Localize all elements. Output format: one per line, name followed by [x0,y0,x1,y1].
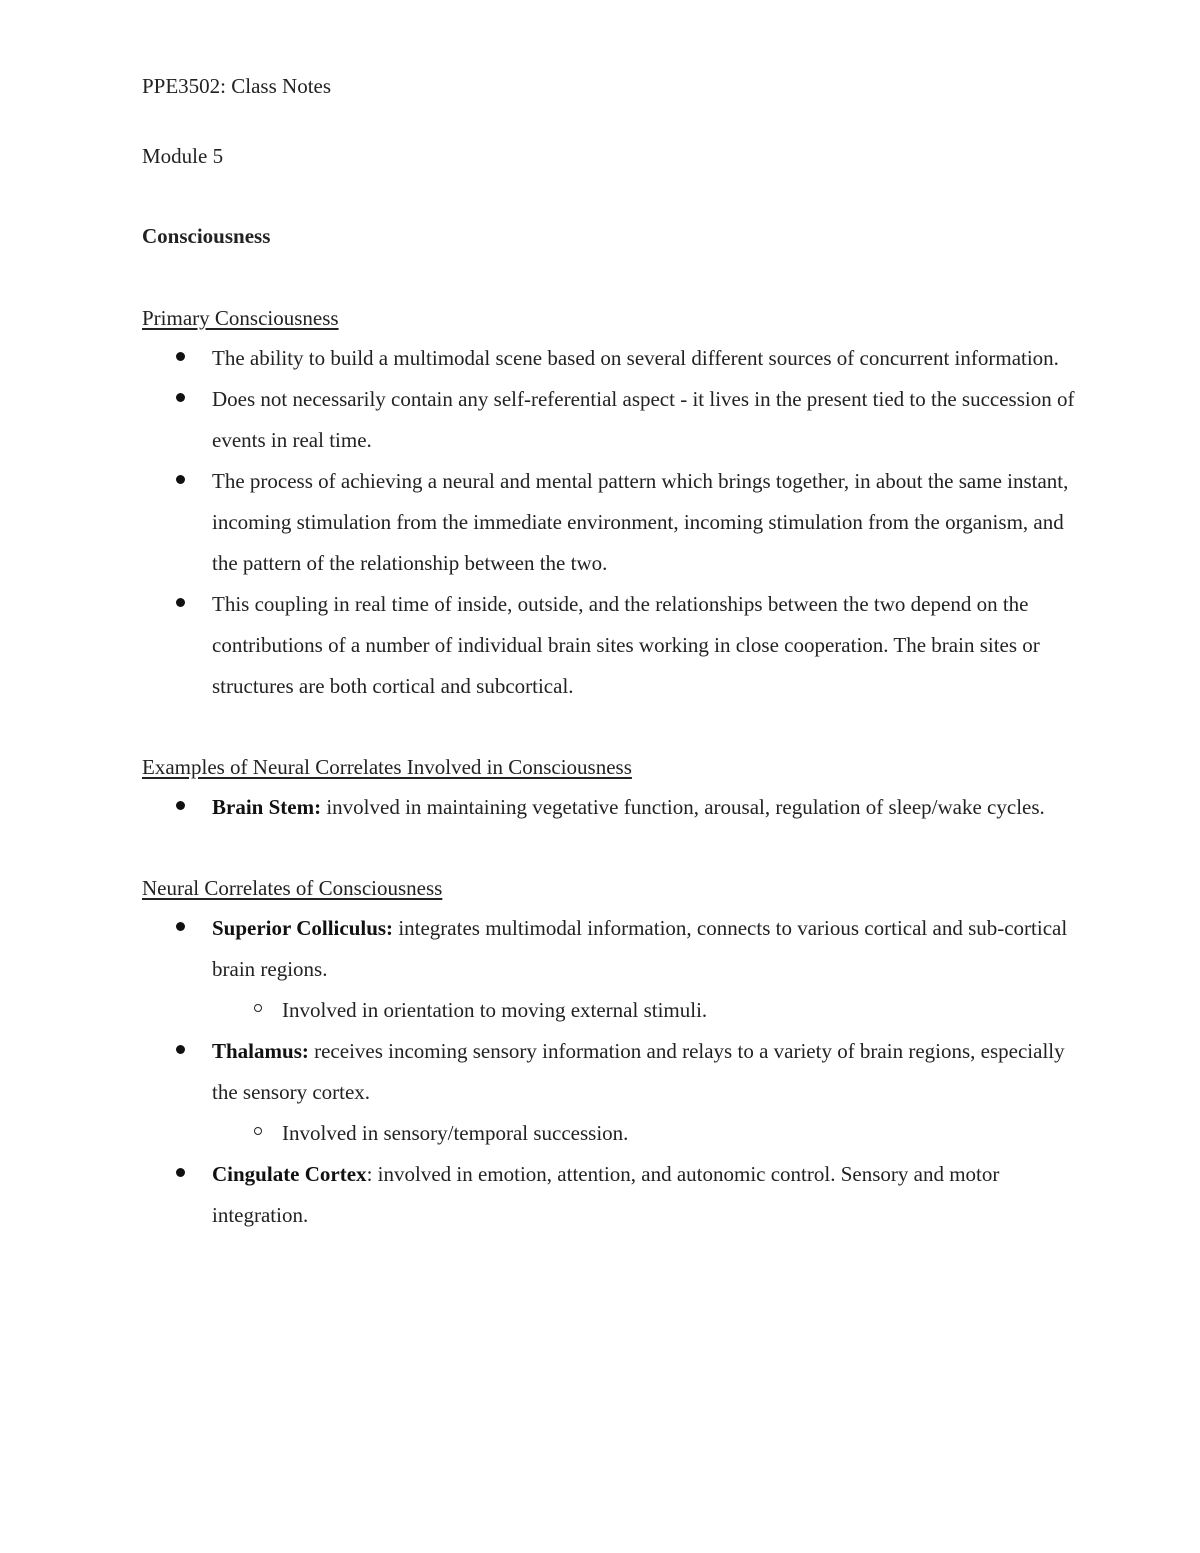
bullet-icon [176,598,185,607]
list-item-text: involved in maintaining vegetative function, arousal, regulation of sleep/wake cycles. [321,795,1045,819]
sub-list-item [142,990,1082,1031]
bullet-icon [176,352,185,361]
list-item-text: This coupling in real time of inside, outside, and the relationships between the two depend on the contributions of a number of individual brain sites working in close cooperation. The brain sites or structures are both cortical and subcortical. [212,592,1040,698]
section-heading-neural-correlates: Neural Correlates of Consciousness [142,876,443,900]
list-item-text: receives incoming sensory information and relays to a variety of brain regions, especially the sensory cortex. [212,1039,1065,1104]
list-item [142,787,1082,828]
section-spacer [142,828,1082,868]
sub-list-item-text: Involved in orientation to moving external stimuli. [282,998,708,1022]
list-item [142,461,1082,584]
sub-list [142,1113,1082,1154]
bullet-list-neural-correlates [142,908,1082,1236]
hollow-bullet-icon [254,1127,262,1135]
bullet-list-primary-consciousness [142,338,1082,707]
list-item-text: The ability to build a multimodal scene based on several different sources of concurrent information. [212,346,1059,370]
list-item [142,584,1082,707]
sub-list-container [142,1113,1082,1154]
document-header: PPE3502: Class Notes [142,74,332,98]
sub-list-item-text: Involved in sensory/temporal succession. [282,1121,629,1145]
section-heading-examples-neural-correlates: Examples of Neural Correlates Involved in Consciousness [142,755,632,779]
list-item [142,1154,1082,1236]
document-page [142,66,1082,1236]
sub-list-item [142,1113,1082,1154]
list-item-text: : involved in emotion, attention, and autonomic control. Sensory and motor integration. [212,1162,1000,1227]
bullet-icon [176,475,185,484]
list-item [142,338,1082,379]
section-heading-primary-consciousness: Primary Consciousness [142,306,339,330]
list-item-text: Does not necessarily contain any self-referential aspect - it lives in the present tied to the succession of events in real time. [212,387,1075,452]
list-item-text: The process of achieving a neural and mental pattern which brings together, in about the same instant, incoming stimulation from the immediate environment, incoming stimulation from the organism, and the pattern of the relationship between the two. [212,469,1069,575]
list-item [142,379,1082,461]
module-label: Module 5 [142,144,224,168]
bullet-icon [176,393,185,402]
bullet-icon [176,1045,185,1054]
sub-list [142,990,1082,1031]
list-item-text: integrates multimodal information, connects to various cortical and sub-cortical brain regions. [212,916,1068,981]
list-item [142,1031,1082,1113]
hollow-bullet-icon [254,1004,262,1012]
sub-list-container [142,990,1082,1031]
section-spacer [142,707,1082,747]
page-title: Consciousness [142,224,271,248]
term-label: Cingulate Cortex [212,1162,367,1186]
bullet-icon [176,1168,185,1177]
term-label: Superior Colliculus: [212,916,394,940]
bullet-list-examples [142,787,1082,828]
term-label: Thalamus: [212,1039,309,1063]
term-label: Brain Stem: [212,795,322,819]
bullet-icon [176,922,185,931]
bullet-icon [176,801,185,810]
list-item [142,908,1082,990]
